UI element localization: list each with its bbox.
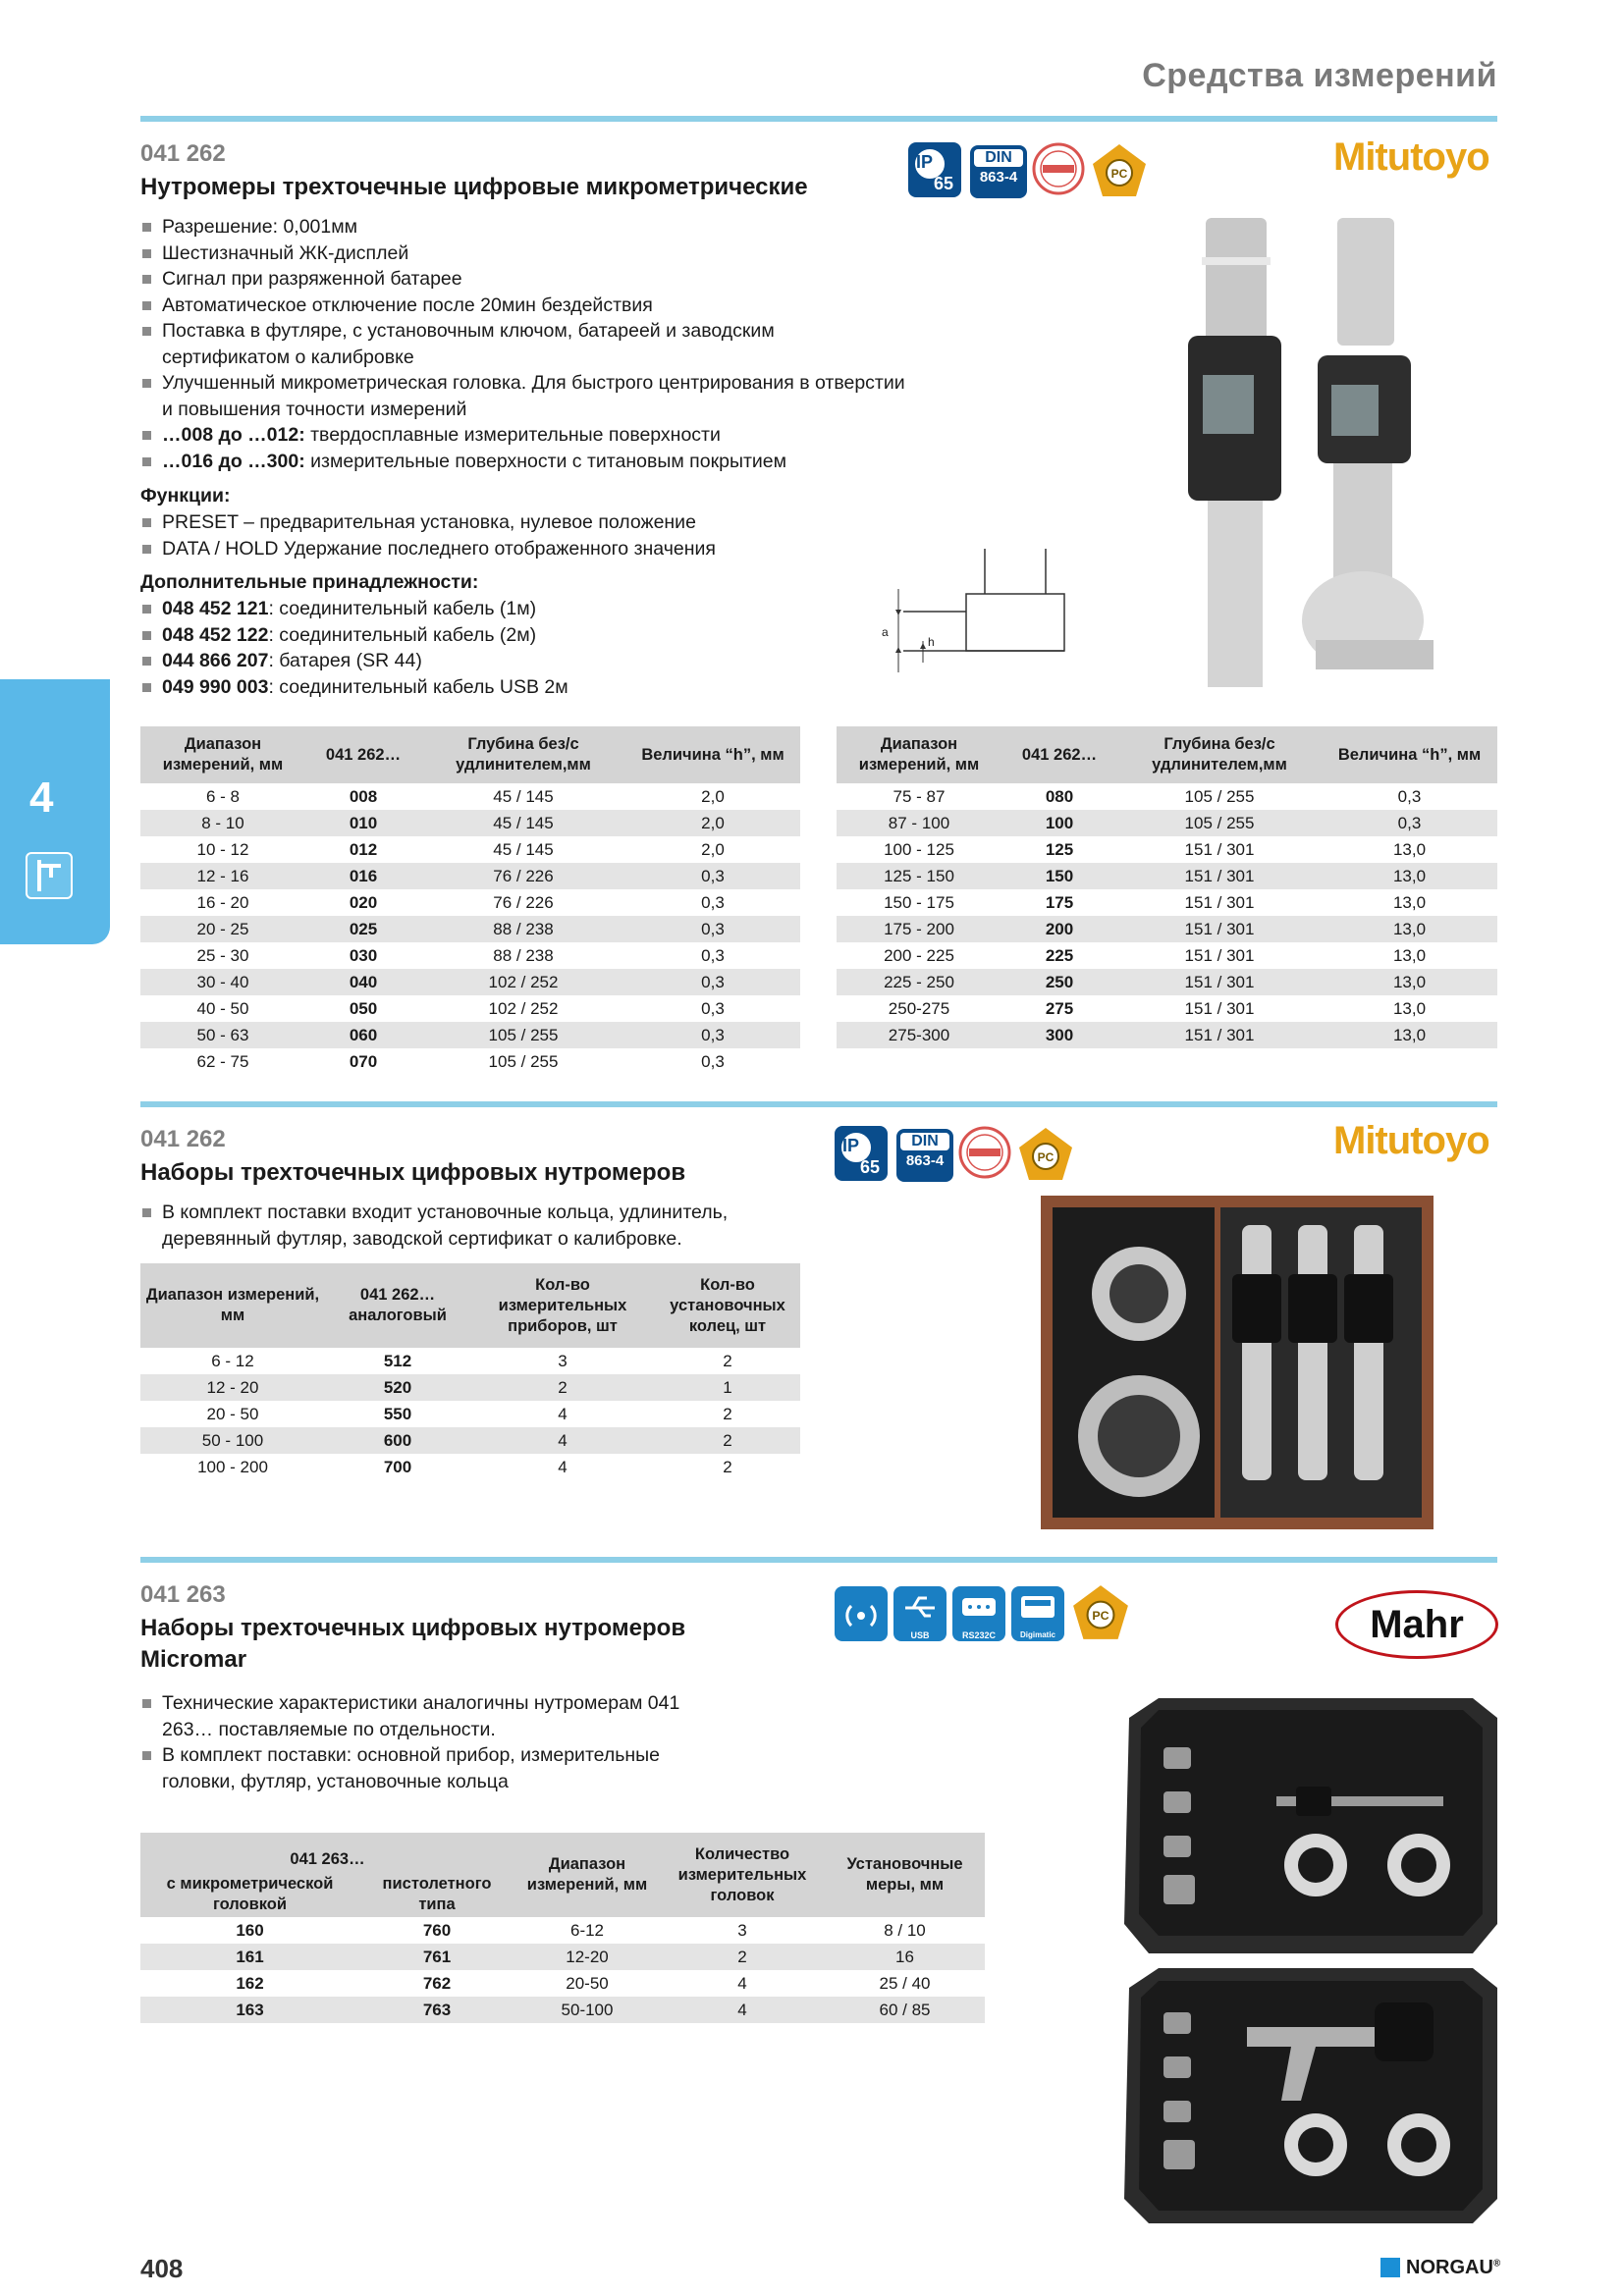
table-cell: 161: [140, 1944, 359, 1970]
section3-table: [140, 1833, 985, 2023]
table-cell: 105 / 255: [1117, 810, 1322, 836]
table-cell: 2: [723, 1404, 732, 1423]
accessory-item: 049 990 003: соединительный кабель USB 2м: [140, 674, 896, 701]
table-cell: 162: [236, 1973, 264, 1993]
col-rings: Установочные меры, мм: [825, 1833, 985, 1917]
rs232c-icon: RS232C: [952, 1586, 1005, 1641]
table-cell: 070: [349, 1051, 378, 1071]
table-row: [140, 1048, 800, 1075]
table-cell: 50-100: [514, 1997, 660, 2023]
accessories-title: Дополнительные принадлежности:: [140, 571, 479, 593]
col-micrometer: с микрометрической головкой: [140, 1872, 359, 1917]
table-row: [140, 1348, 800, 1374]
table-cell: 10 - 12: [196, 839, 249, 859]
table-cell: 151 / 301: [1117, 863, 1322, 889]
accessory-item: 048 452 122: соединительный кабель (2м): [140, 622, 896, 649]
gost-pentagon-icon: [1070, 1582, 1131, 1643]
table-cell: 60 / 85: [825, 1997, 985, 2023]
mitutoyo-logo: Mitutoyo: [1333, 135, 1489, 179]
table-cell: 2: [723, 1457, 732, 1476]
table-cell: 0,3: [625, 916, 800, 942]
table-cell: 2: [660, 1944, 825, 1970]
table-cell: 13,0: [1322, 969, 1497, 995]
table-row: [837, 863, 1497, 889]
table-cell: 0,3: [625, 863, 800, 889]
table-cell: 4: [558, 1457, 568, 1476]
table-cell: 150 - 175: [884, 892, 954, 912]
section1-features: [140, 214, 905, 474]
table-cell: 2,0: [701, 839, 725, 859]
table-cell: 8 / 10: [884, 1920, 926, 1940]
table-cell: 0,3: [701, 945, 725, 965]
table-row: [140, 1427, 800, 1454]
table-row: [837, 836, 1497, 863]
section2-features: [140, 1200, 808, 1252]
table-cell: 16: [825, 1944, 985, 1970]
svg-text:PC: PC: [1092, 1609, 1109, 1624]
col-depth: Глубина без/с удлинителем,мм: [1117, 726, 1322, 783]
table-row: [140, 1997, 985, 2023]
col-depth: Глубина без/с удлинителем,мм: [421, 726, 625, 783]
feature-item: Автоматическое отключение после 20мин бездействия: [140, 293, 896, 319]
table-cell: 20 - 50: [206, 1404, 259, 1423]
section3-rule: [140, 1557, 1497, 1563]
accessory-item: 044 866 207: батарея (SR 44): [140, 648, 896, 674]
table-cell: 761: [359, 1944, 514, 1970]
feature-item: Разрешение: 0,001мм: [140, 214, 896, 240]
table-cell: 105 / 255: [488, 1051, 559, 1071]
table-cell: 3: [737, 1920, 747, 1940]
mahr-case-set-images: [1119, 1688, 1502, 2238]
table-cell: 50 - 63: [140, 1022, 305, 1048]
feature-item: В комплект поставки входит установочные кольца, удлинитель, деревянный футляр, заводской сертификат о калибровке.: [140, 1200, 808, 1252]
table-cell: 3: [558, 1351, 568, 1370]
table-cell: 13,0: [1392, 839, 1427, 859]
diagram-label-a: a: [882, 625, 889, 639]
col-code: 041 262…: [305, 726, 421, 783]
table-cell: 30 - 40: [140, 969, 305, 995]
table-cell: 080: [1045, 786, 1074, 806]
table-cell: 20 - 25: [140, 916, 305, 942]
table-cell: 250: [1001, 969, 1117, 995]
feature-item: В комплект поставки: основной прибор, измерительные головки, футляр, установочные кольца: [140, 1742, 730, 1794]
table-row: [140, 836, 800, 863]
wooden-case-set-image: [1041, 1196, 1434, 1529]
table-cell: 250-275: [888, 998, 950, 1018]
table-cell: 151 / 301: [1184, 945, 1255, 965]
table-cell: 2: [655, 1427, 800, 1454]
table-row: [140, 783, 800, 810]
table-cell: 125 - 150: [837, 863, 1001, 889]
section2-rule: [140, 1101, 1497, 1107]
table-cell: 12-20: [514, 1944, 660, 1970]
digimatic-icon: Digimatic: [1011, 1586, 1064, 1641]
norgau-logo-square: [1380, 2258, 1400, 2277]
table-cell: 50 - 100: [140, 1427, 325, 1454]
table-row: [140, 995, 800, 1022]
col-h: Величина “h”, мм: [625, 726, 800, 783]
table-cell: 4: [737, 1973, 747, 1993]
col-range: Диапазон измерений, мм: [140, 726, 305, 783]
col-group-code: 041 263…: [140, 1833, 514, 1872]
accessory-item: 048 452 121: соединительный кабель (1м): [140, 596, 896, 622]
table-row: [837, 783, 1497, 810]
table-cell: 25 - 30: [196, 945, 249, 965]
section2-code: 041 262: [140, 1126, 226, 1152]
col-rings: Кол-во установочных колец, шт: [655, 1263, 800, 1348]
table-cell: 102 / 252: [421, 969, 625, 995]
certificate-seal-icon: [1029, 141, 1088, 200]
feature-item: Сигнал при разряженной батарее: [140, 266, 896, 293]
table-cell: 0,3: [1322, 810, 1497, 836]
table-cell: 8 - 10: [140, 810, 305, 836]
table-cell: 151 / 301: [1184, 998, 1255, 1018]
table-cell: 45 / 145: [493, 786, 554, 806]
table-cell: 0,3: [701, 998, 725, 1018]
table-cell: 13,0: [1322, 916, 1497, 942]
table-cell: 151 / 301: [1117, 916, 1322, 942]
section1-code: 041 262: [140, 140, 226, 167]
table-cell: 13,0: [1392, 945, 1427, 965]
section2-title: Наборы трехточечных цифровых нутромеров: [140, 1159, 686, 1186]
table-cell: 600: [325, 1427, 470, 1454]
certificate-seal-icon: [955, 1125, 1014, 1184]
din-badge: DIN 863-4: [970, 145, 1027, 198]
norgau-logo: NORGAU®: [1406, 2257, 1501, 2278]
table-cell: 13,0: [1322, 1022, 1497, 1048]
table-cell: 1: [655, 1374, 800, 1401]
table-cell: 16 - 20: [196, 892, 249, 912]
table-cell: 45 / 145: [493, 839, 554, 859]
table-cell: 150: [1001, 863, 1117, 889]
table-cell: 012: [349, 839, 378, 859]
table-cell: 87 - 100: [837, 810, 1001, 836]
ip65-badge: IP 65: [835, 1126, 888, 1181]
table-cell: 020: [349, 892, 378, 912]
table-cell: 151 / 301: [1184, 839, 1255, 859]
feature-item: Шестизначный ЖК-дисплей: [140, 240, 896, 267]
feature-item: Поставка в футляре, с установочным ключом, батареей и заводским сертификатом о калибровке: [140, 318, 849, 370]
chapter-tab[interactable]: [0, 679, 110, 944]
table-row: [837, 810, 1497, 836]
table-cell: 225: [1045, 945, 1074, 965]
table-cell: 2: [723, 1351, 732, 1370]
table-cell: 100 - 200: [197, 1457, 268, 1476]
table-cell: 12 - 16: [140, 863, 305, 889]
table-row: [837, 942, 1497, 969]
table-cell: 512: [383, 1351, 412, 1370]
svg-text:PC: PC: [1110, 167, 1128, 181]
table-row: [140, 1454, 800, 1480]
page-header-title: Средства измерений: [1142, 57, 1497, 94]
table-cell: 151 / 301: [1117, 1022, 1322, 1048]
table-cell: 76 / 226: [421, 863, 625, 889]
page-number: 408: [140, 2254, 184, 2283]
col-range: Диапазон измерений, мм: [837, 726, 1001, 783]
table-cell: 4: [660, 1997, 825, 2023]
col-code: 041 262… аналоговый: [325, 1263, 470, 1348]
table-cell: 6 - 8: [205, 786, 241, 806]
table-cell: 030: [349, 945, 378, 965]
table-cell: 4: [558, 1404, 568, 1423]
table-cell: 200: [1001, 916, 1117, 942]
section3-title: Наборы трехточечных цифровых нутромеров: [140, 1615, 686, 1641]
table-cell: 763: [359, 1997, 514, 2023]
col-range: Диапазон измерений, мм: [140, 1263, 325, 1348]
function-item: DATA / HOLD Удержание последнего отображенного значения: [140, 536, 896, 562]
table-cell: 100 - 125: [884, 839, 954, 859]
col-devices: Кол-во измерительных приборов, шт: [470, 1263, 655, 1348]
functions-list: [140, 509, 896, 561]
h-dimension-diagram: [874, 545, 1070, 682]
table-cell: 151 / 301: [1184, 892, 1255, 912]
col-pistol: пистолетного типа: [359, 1872, 514, 1917]
wireless-icon: [835, 1586, 888, 1641]
table-cell: 88 / 238: [493, 945, 554, 965]
section3-features: [140, 1690, 730, 1794]
table-row: [837, 889, 1497, 916]
table-row: [837, 1022, 1497, 1048]
section1-title: Нутромеры трехточечные цифровые микрометрические: [140, 174, 808, 200]
table-row: [140, 969, 800, 995]
table-row: [140, 863, 800, 889]
table-cell: 060: [305, 1022, 421, 1048]
usb-icon: USB: [893, 1586, 947, 1641]
table-cell: 62 - 75: [196, 1051, 249, 1071]
ip65-badge: IP 65: [908, 142, 961, 197]
mahr-logo: Mahr: [1335, 1590, 1498, 1659]
table-cell: 6 - 12: [211, 1351, 254, 1370]
table-cell: 0,3: [625, 969, 800, 995]
chapter-number: 4: [29, 774, 54, 822]
table-cell: 13,0: [1392, 998, 1427, 1018]
table-cell: 151 / 301: [1117, 969, 1322, 995]
table-cell: 0,3: [701, 1051, 725, 1071]
svg-text:PC: PC: [1037, 1150, 1055, 1164]
table-cell: 0,3: [1397, 786, 1422, 806]
header-rule: [140, 116, 1497, 122]
section1-table-right: [837, 726, 1497, 1048]
table-cell: 76 / 226: [493, 892, 554, 912]
table-cell: 40 - 50: [196, 998, 249, 1018]
table-row: [140, 916, 800, 942]
table-cell: 275-300: [837, 1022, 1001, 1048]
table-cell: 100: [1001, 810, 1117, 836]
section3-subtitle: Micromar: [140, 1646, 247, 1673]
bore-gauge-product-image: [1168, 208, 1463, 704]
table-cell: 008: [349, 786, 378, 806]
table-cell: 163: [140, 1997, 359, 2023]
table-row: [837, 969, 1497, 995]
table-cell: 520: [325, 1374, 470, 1401]
table-row: [140, 1944, 985, 1970]
table-row: [140, 1022, 800, 1048]
table-row: [140, 810, 800, 836]
table-cell: 25 / 40: [879, 1973, 931, 1993]
table-cell: 160: [236, 1920, 264, 1940]
table-row: [140, 1401, 800, 1427]
table-cell: 20-50: [566, 1973, 609, 1993]
table-cell: 13,0: [1322, 863, 1497, 889]
caliper-icon: [26, 852, 73, 899]
mitutoyo-logo: Mitutoyo: [1333, 1119, 1489, 1162]
table-cell: 4: [470, 1427, 655, 1454]
col-heads: Количество измерительных головок: [660, 1833, 825, 1917]
table-cell: 550: [383, 1404, 412, 1423]
table-cell: 275: [1045, 998, 1074, 1018]
table-row: [140, 889, 800, 916]
table-cell: 2,0: [625, 810, 800, 836]
table-cell: 105 / 255: [421, 1022, 625, 1048]
col-range: Диапазон измерений, мм: [514, 1833, 660, 1917]
table-cell: 0,3: [625, 1022, 800, 1048]
table-cell: 6-12: [569, 1920, 605, 1940]
table-cell: 105 / 255: [1184, 786, 1255, 806]
diagram-label-h: h: [928, 635, 935, 649]
table-cell: 2,0: [701, 786, 725, 806]
table-cell: 175: [1045, 892, 1074, 912]
table-cell: 0,3: [701, 892, 725, 912]
section1-table-left: [140, 726, 800, 1075]
feature-item: …008 до …012: твердосплавные измерительные поверхности: [140, 422, 896, 449]
table-cell: 175 - 200: [837, 916, 1001, 942]
table-row: [837, 916, 1497, 942]
feature-item: Улучшенный микрометрическая головка. Для быстрого центрирования в отверстии и повышения точности измерений: [140, 370, 908, 422]
table-row: [140, 1917, 985, 1944]
accessories-list: [140, 596, 896, 700]
table-cell: 010: [305, 810, 421, 836]
col-h: Величина “h”, мм: [1322, 726, 1497, 783]
table-cell: 025: [305, 916, 421, 942]
table-cell: 45 / 145: [421, 810, 625, 836]
table-row: [140, 1374, 800, 1401]
section2-table: [140, 1263, 800, 1480]
table-cell: 88 / 238: [421, 916, 625, 942]
table-cell: 200 - 225: [884, 945, 954, 965]
din-badge: DIN 863-4: [896, 1129, 953, 1182]
table-cell: 760: [422, 1920, 452, 1940]
table-row: [140, 942, 800, 969]
table-cell: 040: [305, 969, 421, 995]
section3-code: 041 263: [140, 1581, 226, 1608]
feature-item: Технические характеристики аналогичны нутромерам 041 263… поставляемые по отдельности.: [140, 1690, 730, 1742]
gost-pentagon-icon: [1090, 141, 1149, 200]
gost-pentagon-icon: [1016, 1125, 1075, 1184]
table-cell: 762: [422, 1973, 452, 1993]
function-item: PRESET – предварительная установка, нулевое положение: [140, 509, 896, 536]
table-cell: 125: [1045, 839, 1074, 859]
col-code: 041 262…: [1001, 726, 1117, 783]
table-row: [140, 1970, 985, 1997]
table-cell: 13,0: [1392, 892, 1427, 912]
table-cell: 102 / 252: [488, 998, 559, 1018]
table-cell: 12 - 20: [140, 1374, 325, 1401]
table-cell: 75 - 87: [893, 786, 946, 806]
table-cell: 016: [305, 863, 421, 889]
feature-item: …016 до …300: измерительные поверхности с титановым покрытием: [140, 449, 896, 475]
table-row: [837, 995, 1497, 1022]
table-cell: 225 - 250: [837, 969, 1001, 995]
table-cell: 2: [470, 1374, 655, 1401]
table-cell: 050: [349, 998, 378, 1018]
table-cell: 700: [383, 1457, 412, 1476]
functions-title: Функции:: [140, 485, 231, 507]
table-cell: 300: [1001, 1022, 1117, 1048]
